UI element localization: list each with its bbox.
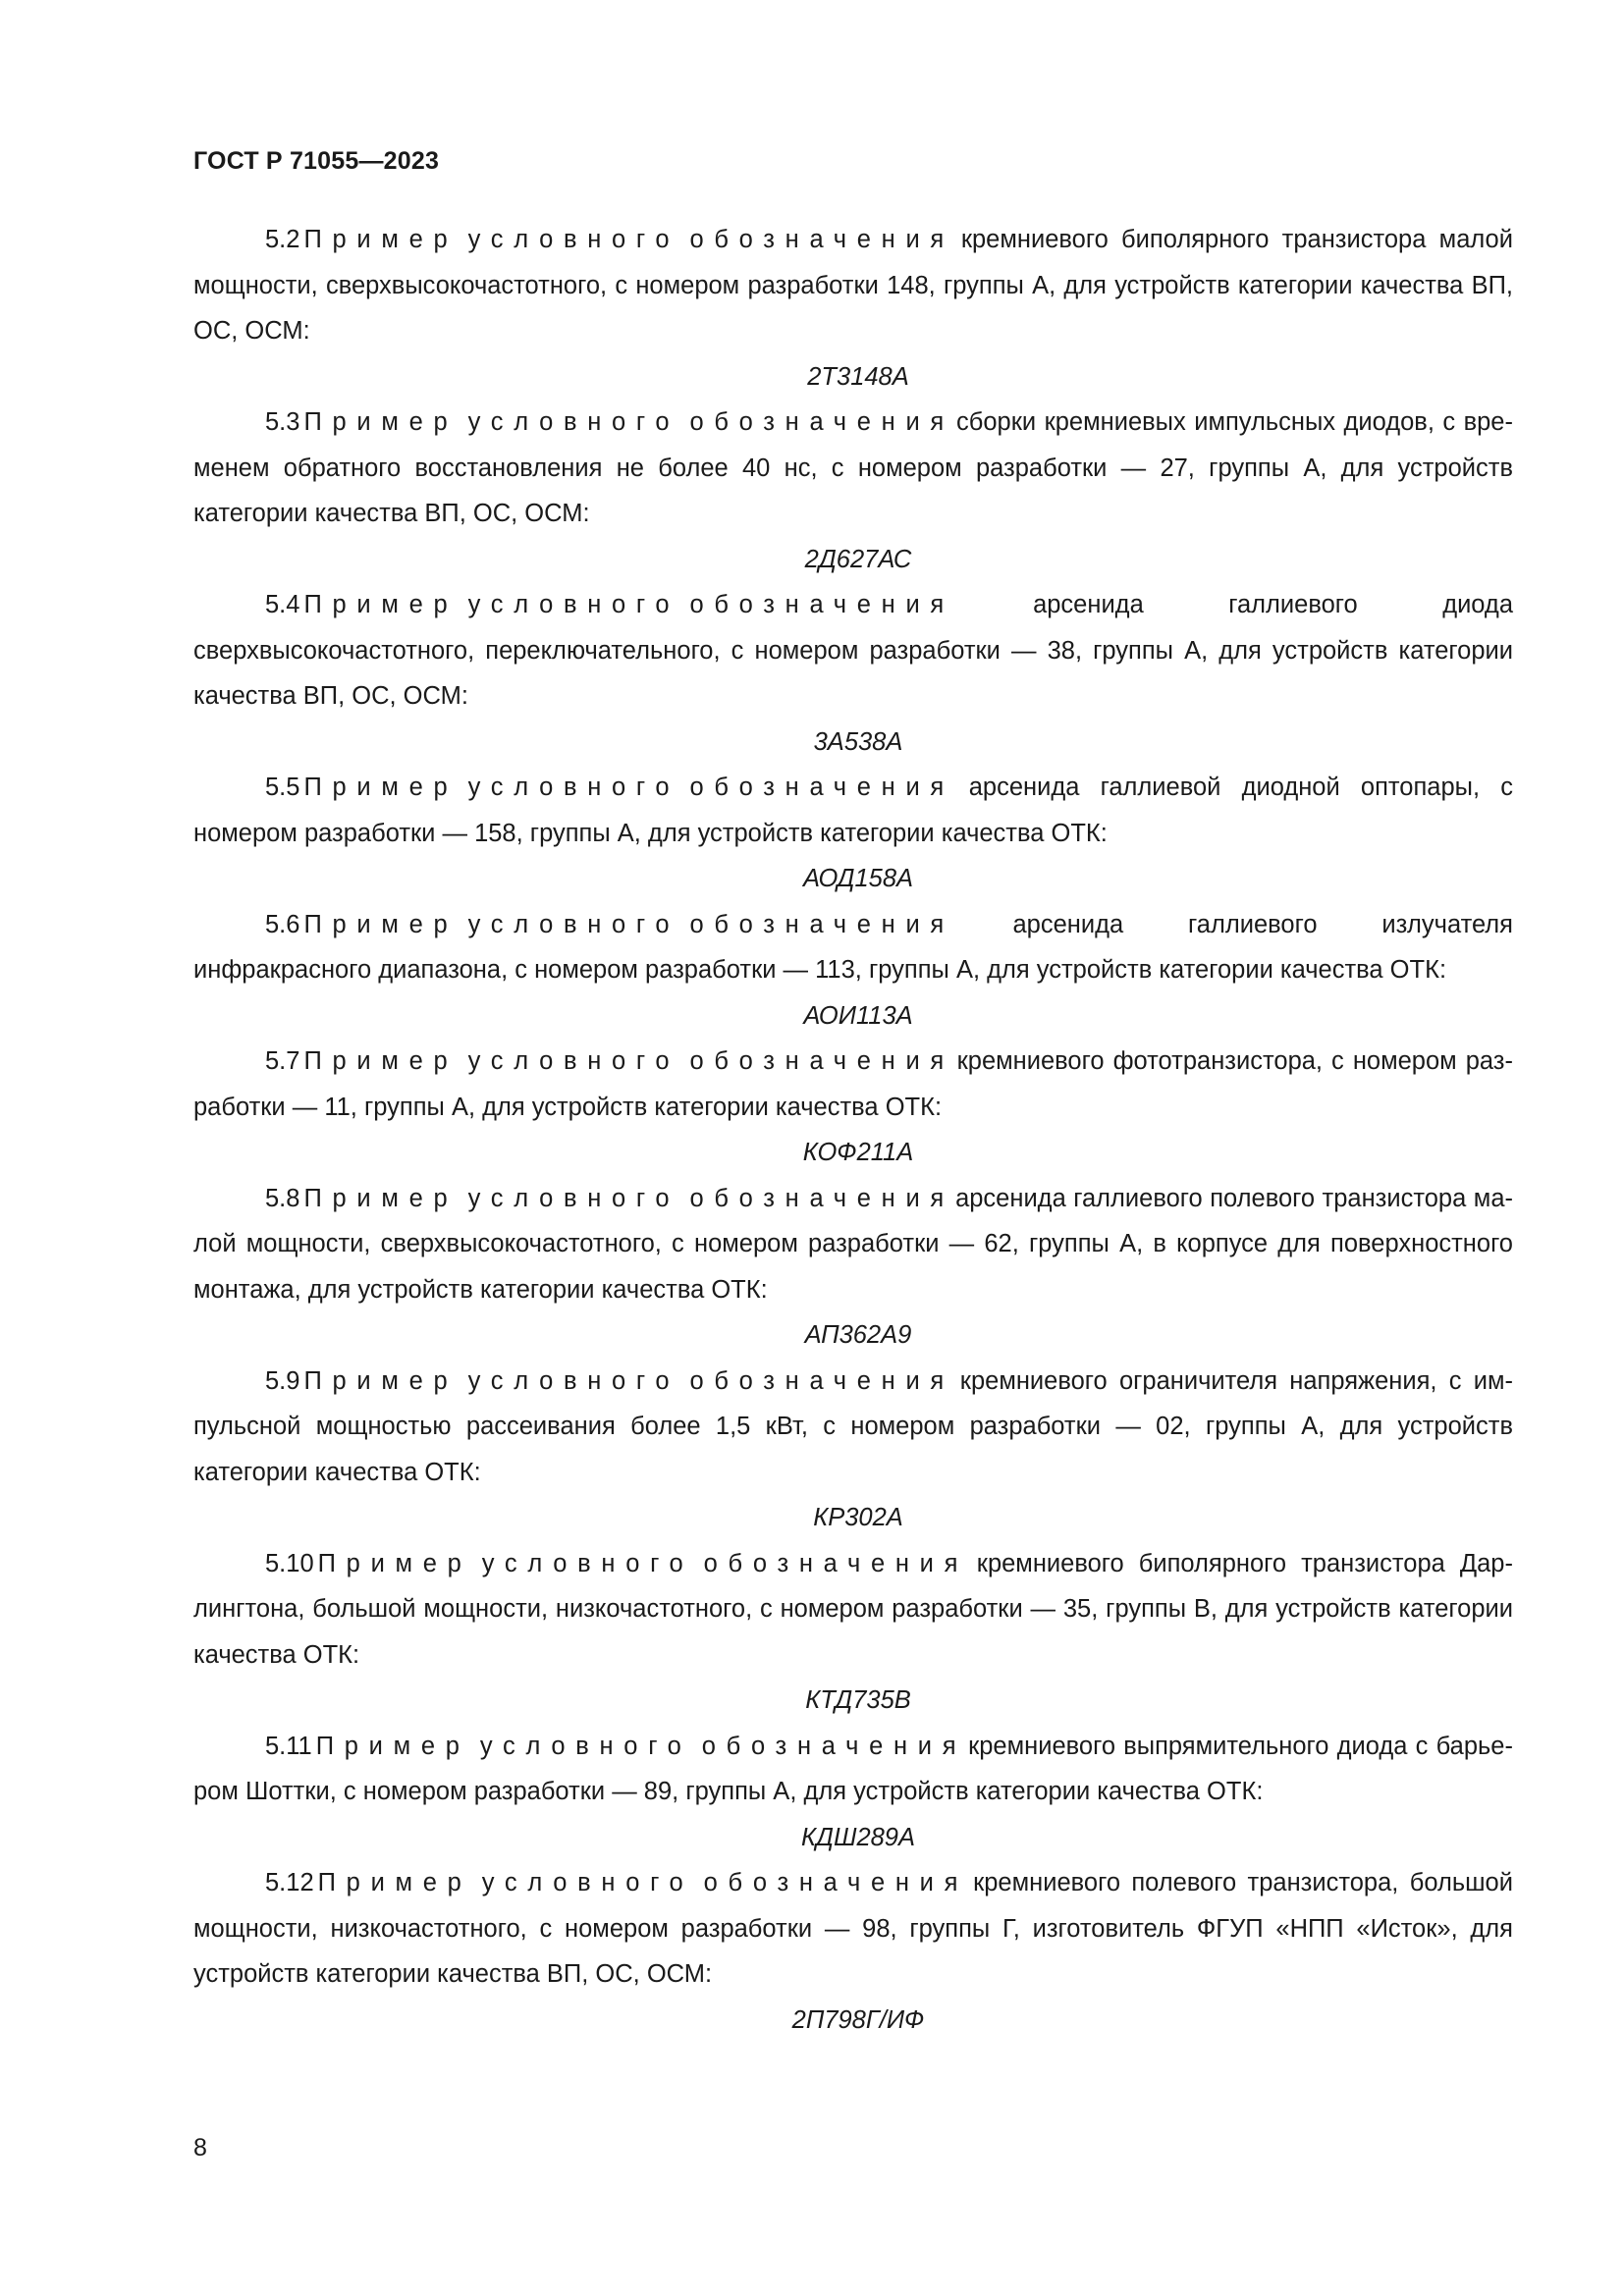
section-number: 5.3 [265, 408, 300, 436]
lead-word: Пример [317, 1549, 472, 1577]
section-paragraph [193, 1359, 1513, 1496]
lead-word: обозначения [689, 1366, 954, 1395]
lead-word: условного [479, 1732, 692, 1760]
example-lead-phrase [303, 591, 953, 618]
lead-word: обозначения [689, 591, 954, 618]
lead-word: Пример [303, 591, 459, 618]
section-text: кремниевого ограничителя напряжения, с импульсной мощностью рассеивания более 1,5 кВт, с номером разработки — 02, группы А, для устройств категории качества ОТК: [193, 1366, 1513, 1486]
section-text: сборки кремниевых импульсных диодов, с временем обратного восстановления не более 40 нс, с номером разработки — 27, группы А, для устройств категории качества ВП, ОС, ОСМ: [193, 408, 1513, 527]
example-lead-phrase [303, 408, 953, 436]
device-designation: АОД158А [802, 865, 914, 892]
example-lead-phrase [303, 774, 953, 801]
example-lead-phrase [318, 1869, 968, 1896]
lead-word: Пример [317, 1869, 472, 1896]
example-lead-phrase [303, 1367, 953, 1395]
lead-word: условного [467, 1047, 680, 1075]
device-designation: 2Д627АС [804, 545, 912, 573]
device-designation: 2Т3148А [807, 362, 909, 391]
lead-word: Пример [303, 1366, 459, 1395]
section-paragraph [193, 1724, 1513, 1815]
page-content [193, 217, 1513, 2043]
lead-word: обозначения [689, 408, 954, 436]
section-number: 5.8 [265, 1184, 300, 1212]
lead-word: Пример [303, 408, 459, 436]
lead-word: условного [467, 408, 680, 436]
section-paragraph [193, 1541, 1513, 1679]
lead-word: условного [467, 1366, 680, 1395]
section-text: кремниевого биполярного транзистора Дарлингтона, большой мощности, низкочастотного, с номером разработки — 35, группы В, для устройств категории качества ОТК: [193, 1549, 1513, 1669]
lead-word: обозначения [689, 910, 954, 938]
section-paragraph [193, 1039, 1513, 1130]
lead-word: обозначения [689, 774, 954, 801]
section-paragraph [193, 1860, 1513, 1998]
device-designation: 3А538А [813, 727, 903, 756]
device-designation: АОИ113А [803, 1001, 913, 1030]
example-lead-phrase [318, 1550, 968, 1577]
device-designation: КТД735В [805, 1686, 911, 1714]
lead-word: обозначения [703, 1869, 969, 1896]
lead-word: условного [467, 226, 680, 253]
section-number: 5.11 [265, 1732, 312, 1760]
section-paragraph [193, 217, 1513, 354]
lead-word: Пример [303, 1047, 459, 1075]
section-text: кремниевого выпрямительного диода с барьером Шоттки, с номером разработки — 89, группы А, для устройств категории качества ОТК: [193, 1732, 1513, 1805]
example-lead-phrase [303, 1185, 953, 1212]
lead-word: обозначения [689, 1047, 954, 1075]
example-lead-phrase [303, 226, 953, 253]
lead-word: условного [467, 910, 680, 938]
device-designation: КДШ289А [800, 1823, 915, 1851]
device-designation: КР302А [813, 1504, 903, 1531]
lead-word: Пример [315, 1732, 470, 1760]
section-number: 5.2 [265, 226, 300, 253]
lead-word: обозначения [703, 1549, 969, 1577]
page-number: 8 [193, 2134, 207, 2162]
section-number: 5.5 [265, 774, 300, 801]
section-text: арсенида галлиевой диодной оптопары, с номером разработки — 158, группы А, для устройств категории качества ОТК: [193, 774, 1513, 847]
lead-word: условного [467, 591, 680, 618]
lead-word: обозначения [701, 1732, 967, 1760]
lead-word: Пример [303, 910, 459, 938]
section-text: арсенида галлиевого излучателя инфракрасного диапазона, с номером разработки — 113, группы А, для устройств категории качества ОТК: [193, 910, 1513, 984]
lead-word: Пример [303, 774, 459, 801]
section-text: кремниевого фототранзистора, с номером разработки — 11, группы А, для устройств категории качества ОТК: [193, 1047, 1514, 1121]
document-header: ГОСТ Р 71055—2023 [193, 147, 440, 175]
device-designation: АП362А9 [804, 1321, 912, 1349]
section-paragraph [193, 902, 1513, 993]
lead-word: Пример [303, 226, 459, 253]
section-number: 5.4 [265, 591, 300, 618]
lead-word: условного [467, 774, 680, 801]
lead-word: обозначения [689, 1184, 954, 1212]
lead-word: условного [481, 1869, 694, 1896]
section-number: 5.9 [265, 1366, 300, 1395]
section-text: кремниевого биполярного транзистора малой мощности, сверхвысокочастотного, с номером разработки 148, группы А, для устройств категории качества ВП, ОС, ОСМ: [193, 226, 1513, 345]
lead-word: условного [481, 1549, 694, 1577]
section-paragraph [193, 765, 1513, 856]
section-text: кремниевого полевого транзистора, большой мощности, низкочастотного, с номером разработки — 98, группы Г, изготовитель ФГУП «НПП «Исток», для устройств категории качества ВП, ОС, ОСМ: [193, 1869, 1513, 1988]
section-number: 5.7 [265, 1047, 300, 1075]
section-number: 5.10 [265, 1549, 314, 1577]
section-paragraph [193, 582, 1513, 720]
section-paragraph [193, 1176, 1513, 1313]
section-text: арсенида галлиевого диода сверхвысокочастотного, переключательного, с номером разработки — 38, группы А, для устройств категории качества ВП, ОС, ОСМ: [193, 591, 1513, 710]
lead-word: условного [467, 1184, 680, 1212]
section-number: 5.6 [265, 910, 300, 938]
example-lead-phrase [303, 911, 953, 938]
section-number: 5.12 [265, 1869, 314, 1896]
section-text: арсенида галлиевого полевого транзистора малой мощности, сверхвысокочастотного, с номером разработки — 62, группы А, в корпусе для поверхностного монтажа, для устройств категории качества ОТК: [193, 1184, 1513, 1304]
device-designation: 2П798Г/ИФ [791, 2005, 925, 2034]
lead-word: обозначения [689, 226, 954, 253]
example-lead-phrase [316, 1733, 966, 1760]
example-lead-phrase [303, 1047, 953, 1075]
section-paragraph [193, 400, 1513, 537]
device-designation: КОФ211А [802, 1139, 914, 1166]
lead-word: Пример [303, 1184, 459, 1212]
